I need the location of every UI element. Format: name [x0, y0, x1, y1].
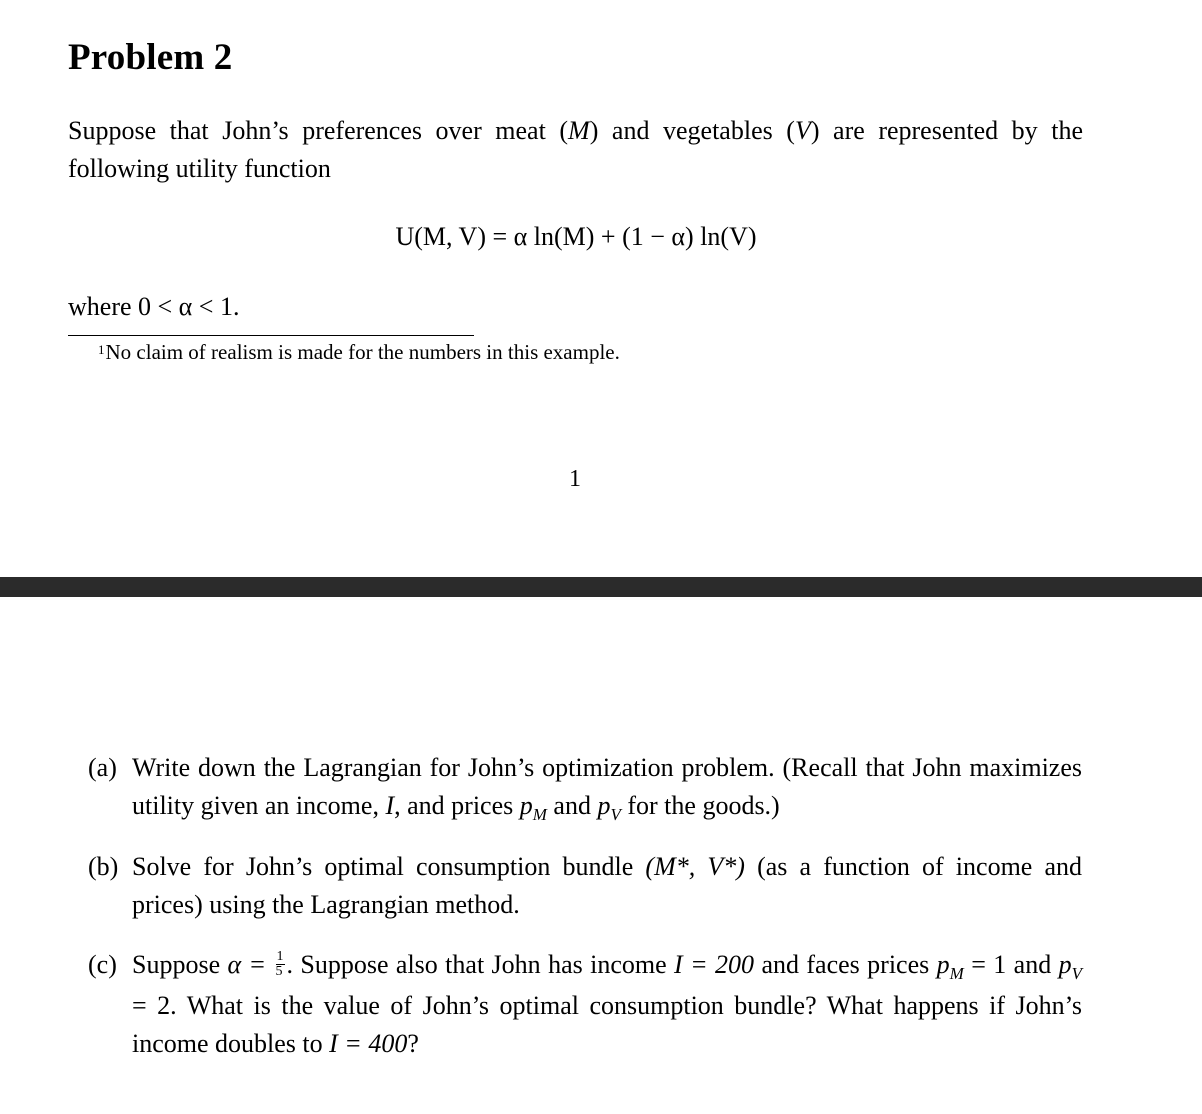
part-a: [88, 749, 1082, 828]
part-a-label: (a): [88, 753, 117, 782]
part-b-label: (b): [88, 852, 119, 881]
part-a-text: Write down the Lagrangian for John’s optimization problem. (Recall that John maximizes utility given an income, I, and prices $p_M$ and $p_V$ for the goods.): [132, 753, 1082, 824]
problem-title: Problem 2: [68, 37, 233, 78]
part-c: [88, 946, 1082, 1063]
footnote-text: No claim of realism is made for the numbers in this example.: [105, 340, 620, 364]
page-number: 1: [569, 466, 581, 492]
alpha-condition: where 0 < α < 1.: [68, 292, 240, 321]
part-c-text: Suppose α = $\frac{1}{5}$ . Suppose also that John has income I = 200 and faces prices $p_M = 1$ and $p_V = 2$. What is the value of John’s optimal consumption bundle? What happens if John’s income doubles to I = 400?: [132, 948, 1082, 1058]
footnote-mark: 1: [98, 342, 105, 357]
utility-equation: U(M, V) = α ln(M) + (1 − α) ln(V): [395, 222, 757, 251]
part-b: [88, 848, 1082, 924]
problem-intro: Suppose that John’s preferences over meat (M) and vegetables (V) are represented by the following utility function: [68, 116, 1083, 183]
footnote-rule: [68, 335, 474, 336]
part-c-label: (c): [88, 950, 117, 979]
page-divider: [0, 577, 1202, 597]
one-fifth-fraction: $\frac{1}{5}$: [275, 948, 284, 979]
part-b-text: Solve for John’s optimal consumption bundle (M*, V*) (as a function of income and prices) using the Lagrangian method.: [132, 852, 1083, 919]
footnote: [98, 340, 620, 365]
